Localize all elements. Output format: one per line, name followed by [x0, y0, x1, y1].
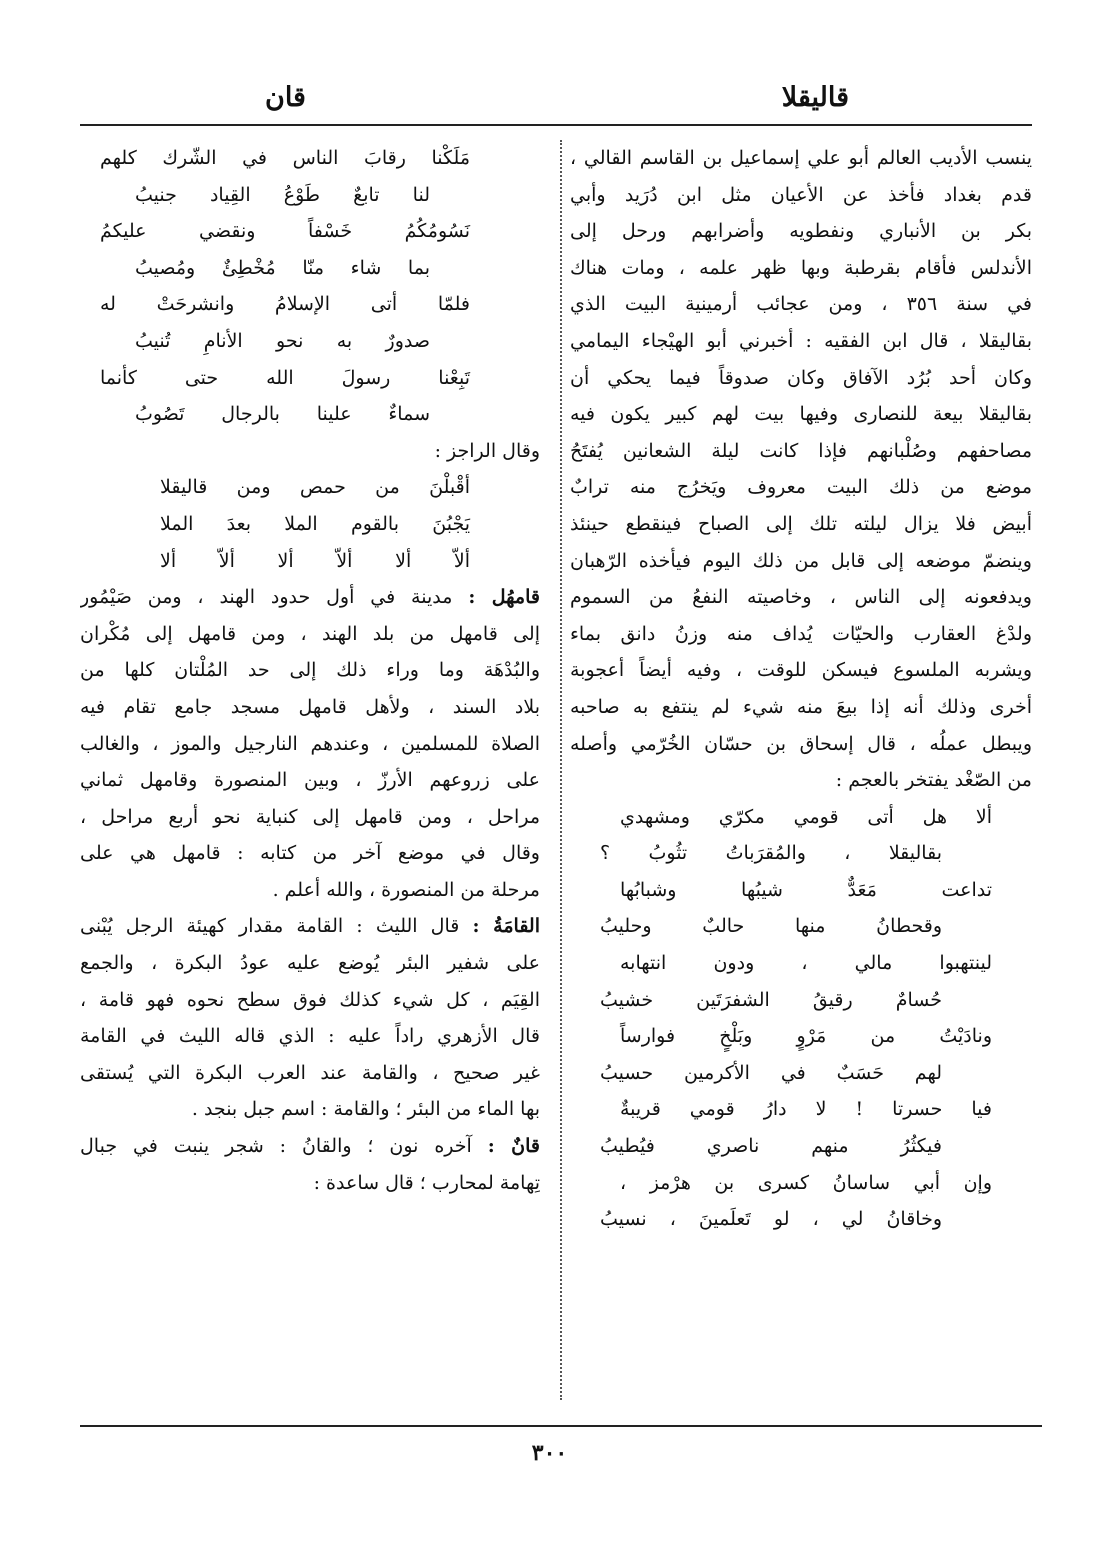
- rajaz-intro: وقال الراجز :: [434, 439, 540, 462]
- poem-verse: لنا تابعٌ طَوْعُ القِياد جنيبُ: [135, 183, 430, 206]
- entry-heading-qama: القامَةُ :: [472, 915, 540, 938]
- poem-verse: وقحطانُ منها حالبٌ وحليبُ: [600, 915, 942, 938]
- poem-verse: فلمّا أتى الإسلامُ وانشرحَتْ له: [100, 293, 470, 316]
- footer-rule: [80, 1425, 1042, 1427]
- text-line: وينضمّ موضعه إلى قابل من ذلك اليوم فيأخذه الرّهبان: [570, 549, 1032, 572]
- text-line: قال الأزهري راداً عليه : الذي قاله الليث في القامة: [80, 1025, 540, 1048]
- text-line: ويبطل عملُه ، قال إسحاق بن حسّان الخُرّمي وأصله: [570, 732, 1032, 755]
- poem-verse: تَبِعْنا رسولَ الله حتى كأنما: [100, 366, 470, 389]
- text-line: قدم بغداد فأخذ عن الأعيان مثل ابن دُرَيد وأبي: [570, 183, 1032, 206]
- entry-heading-qamhul: قامهُل :: [468, 586, 540, 609]
- poem-verse: بقاليقلا ، والمُقرَباتُ تثُوبُ ؟: [600, 842, 942, 865]
- text-line: على شفير البئر يُوضع عليه عودُ البكرة ، والجمع: [80, 952, 540, 975]
- text-line: وكان أحد بُرُد الآفاق وكان صدوقاً فيما يحكي أن: [570, 366, 1032, 389]
- poem-verse: حُسامٌ رقيقُ الشفرَتَين خشيبُ: [600, 988, 942, 1011]
- poem-verse: صدورٌ به نحو الأنامِ تُنيبُ: [135, 329, 430, 352]
- entry-text: مدينة في أول حدود الهند ، ومن صَيْمُور: [80, 586, 453, 609]
- right-column: [570, 140, 1032, 1238]
- entry-qan-first-line: [80, 1128, 540, 1165]
- text-line: موضع من ذلك البيت معروف ويَخرُج منه ترابٌ: [570, 476, 1032, 499]
- text-line: وقال في موضع آخر من كتابه : قامهل هي على: [80, 842, 540, 865]
- text-line: بكر بن الأنباري ونفطويه وأضرابهم ورحل إلى: [570, 220, 1032, 243]
- rajaz-verse: ألاّ ألا ألاّ ألا ألاّ ألا: [160, 549, 470, 572]
- poem-verse: فيكثُرُ منهم ناصري فيُطيبُ: [600, 1135, 942, 1158]
- poem-verse: نَسُومُكُمُ خَسْفاً ونقضي عليكمُ: [100, 220, 470, 243]
- poem-verse: مَلَكْنا رقابَ الناس في الشّرك كلهم: [100, 147, 470, 169]
- text-line: إلى قامهل من بلد الهند ، ومن قامهل إلى مُكْران: [80, 622, 540, 645]
- poem-verse: فيا حسرتا ! لا دارُ قومي قريبةٌ: [620, 1098, 992, 1121]
- text-line: أبيض فلا يزال ليلته تلك إلى الصباح فينقطع حينئذ: [570, 512, 1032, 535]
- page-number: ٣٠٠: [531, 1440, 568, 1466]
- text-line: مصاحفهم وصُلْبانهم فإذا كانت ليلة الشعانين يُفتَحُ: [570, 439, 1032, 462]
- running-header-right: قاليقلا: [781, 82, 849, 113]
- text-line: الصلاة للمسلمين ، وعندهم النارجيل والموز ، والغالب: [80, 732, 540, 755]
- text-line: غير صحيح ، والقامة عند العرب البكرة التي يُستقى: [80, 1061, 540, 1084]
- text-line: بلاد السند ، ولأهل قامهل مسجد جامع تقام فيه: [80, 695, 540, 718]
- text-line: على زروعهم الأرزّ ، وبين المنصورة وقامهل ثماني: [80, 769, 540, 792]
- text-line: والبُدْهَة وما وراء ذلك إلى حد المُلْتان كلها من: [80, 659, 540, 682]
- rajaz-verse: يَجْبُنَ بالقوم الملا بعدَ الملا: [160, 512, 470, 535]
- poem-verse: ألا هل أتى قومي مكرّي ومشهدي: [620, 805, 992, 828]
- poem-verse: وخاقانُ لي ، لو تَعلَمينَ ، نسيبُ: [600, 1208, 942, 1231]
- text-line: تِهامة لمحارب ؛ قال ساعدة :: [313, 1171, 540, 1194]
- text-line: القِيَم ، كل شيء كذلك فوق سطح نحوه فهو قامة ،: [80, 988, 540, 1011]
- text-line: مراحل ، ومن قامهل إلى كنباية نحو أربع مراحل ،: [80, 805, 540, 828]
- poem-verse: بما شاء منّا مُخْطِئٌ ومُصيبُ: [135, 256, 430, 279]
- poem-verse: تداعت مَعَدٌّ شيبُها وشبابُها: [620, 878, 992, 901]
- poem-verse: لينتهبوا مالي ، ودون انتهابه: [620, 952, 992, 975]
- entry-heading-qan: قانٌ :: [487, 1135, 540, 1158]
- text-line: بها الماء من البئر ؛ والقامة : اسم جبل بنجد .: [191, 1098, 540, 1121]
- text-line: أخرى وذلك أنه إذا بيعَ منه شيء لم ينتفع به صاحبه: [570, 695, 1032, 718]
- entry-text: آخره نون ؛ والقانُ : شجر ينبت في جبال: [80, 1135, 472, 1158]
- poem-verse: وإن أبي ساسانُ كسرى بن هرْمز ،: [620, 1171, 992, 1194]
- text-line: الأندلس فأقام بقرطبة وبها ظهر علمه ، ومات هناك: [570, 256, 1032, 279]
- poem-verse: سماءٌ علينا بالرجال تَصُوبُ: [135, 403, 430, 426]
- entry-qamhul-first-line: [80, 579, 540, 616]
- running-header-left: قان: [265, 82, 306, 113]
- rajaz-verse: أقْبلْنَ من حمص ومن قاليقلا: [160, 476, 470, 499]
- header-rule: [80, 124, 1032, 126]
- text-line: ينسب الأديب العالم أبو علي إسماعيل بن القاسم القالي ،: [570, 147, 1032, 169]
- entry-qama-first-line: [80, 908, 540, 945]
- text-line: ويشربه الملسوع فيسكن للوقت ، وفيه أيضاً أعجوبة: [570, 659, 1032, 682]
- text-line: بقاليقلا ، قال ابن الفقيه : أخبرني أبو الهيْجاء اليمامي: [570, 329, 1032, 352]
- text-line: في سنة ٣٥٦ ، ومن عجائب أرمينية البيت الذي: [570, 293, 1032, 316]
- text-line: من الصّغْد يفتخر بالعجم :: [835, 769, 1032, 792]
- entry-text: قال الليث : القامة مقدار كهيئة الرجل يُبْنى: [80, 915, 460, 938]
- text-line: مرحلة من المنصورة ، والله أعلم .: [272, 878, 540, 901]
- column-divider: [560, 140, 562, 1400]
- left-column: [80, 140, 540, 1201]
- text-line: ويدفعونه إلى الناس ، وخاصيته النفعُ من السموم: [570, 586, 1032, 609]
- text-line: بقاليقلا بيعة للنصارى وفيها بيت لهم كبير يكون فيه: [570, 403, 1032, 426]
- poem-verse: لهم حَسَبٌ في الأكرمين حسيبُ: [600, 1061, 942, 1084]
- text-line: ولدْغ العقارب والحيّات يُداف منه وزنُ دانق بماء: [570, 622, 1032, 645]
- poem-verse: ونادَيْتُ من مَرْوٍ وبَلْخٍ فوارساً: [620, 1025, 992, 1048]
